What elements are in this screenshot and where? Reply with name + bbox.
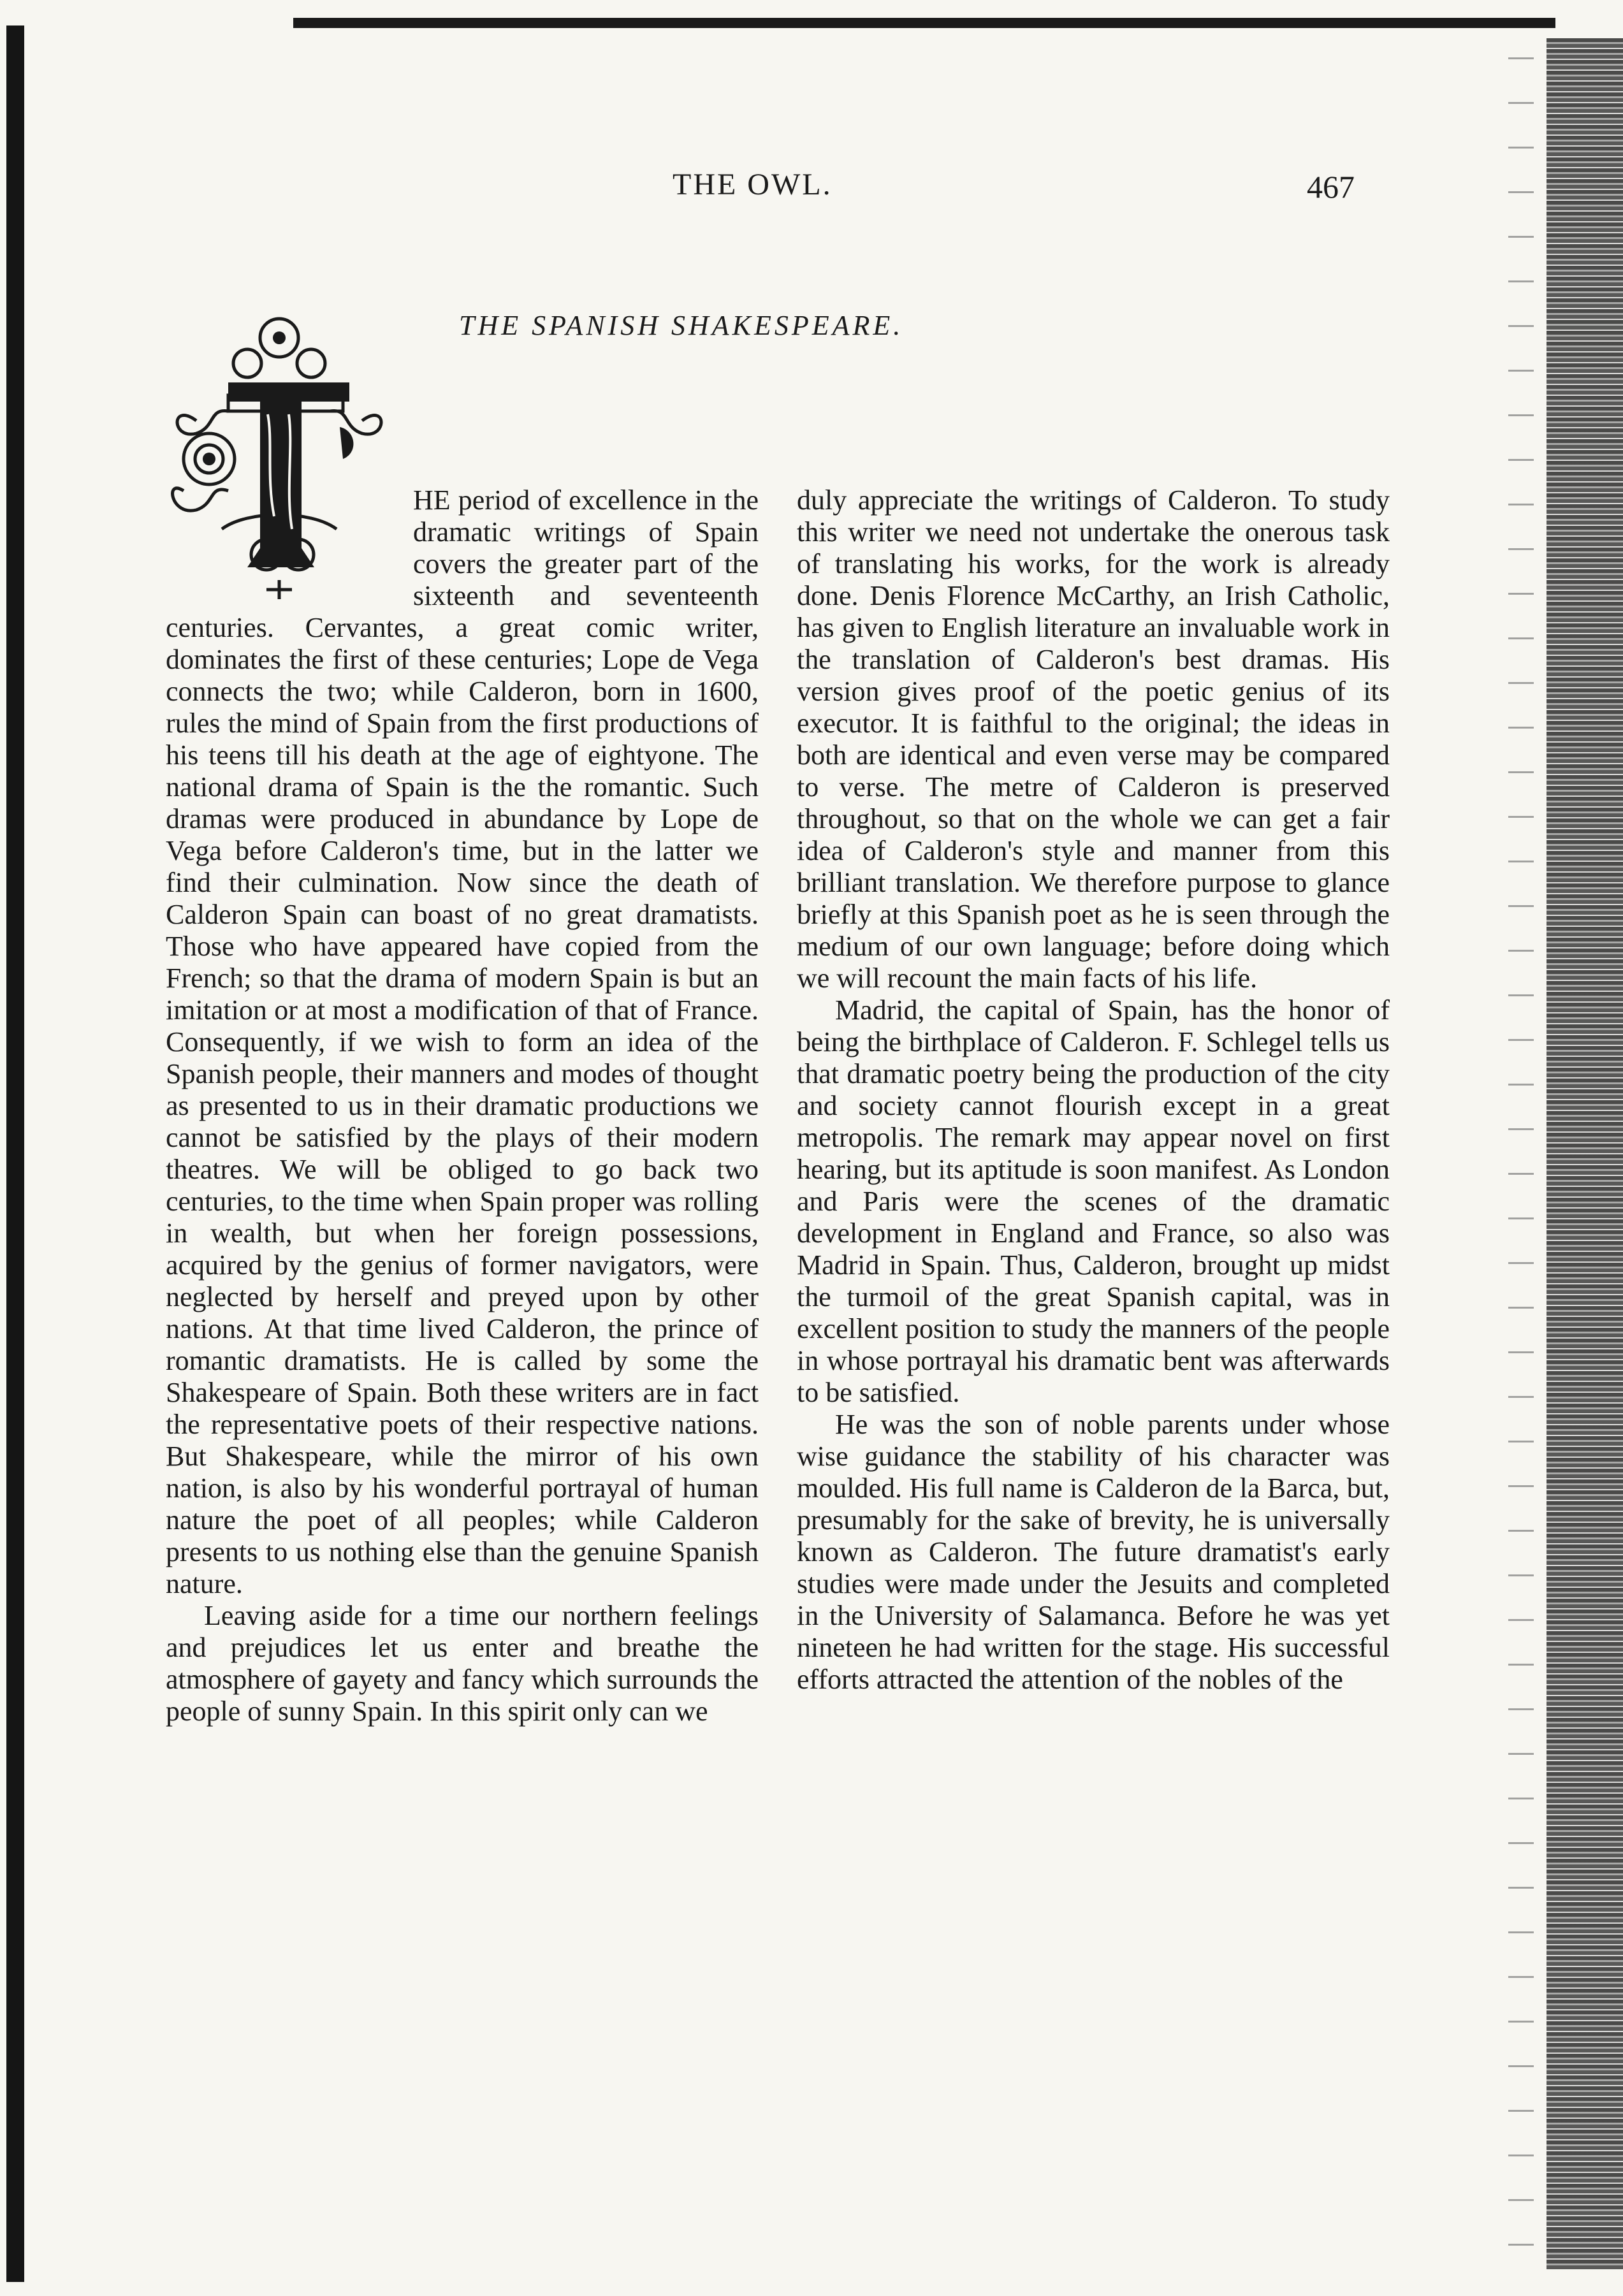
running-head — [0, 167, 1623, 218]
article-title: THE SPANISH SHAKESPEARE. — [459, 310, 904, 341]
paragraph: duly appreciate the writings of Calderon. To study this writer we need not undertake the onerous task of translating his works, for the work is already done. Denis Florence McCarthy, an Irish Catholic, has given to English literature an invaluable work in the translation of Calderon's best dramas. His version gives proof of the poetic genius of its executor. It is faithful to the original; the ideas in both are identical and even verse may be compared to verse. The metre of Calderon is preserved throughout, so that on the whole we can get a fair idea of Calderon's style and manner from this brilliant translation. We therefore purpose to glance briefly at this Spanish poet as he is seen through the medium of our own language; before doing which we will recount the main facts of his life. — [797, 484, 1390, 994]
paragraph: Madrid, the capital of Spain, has the honor of being the birthplace of Calderon. F. Schlegel tells us that dramatic poetry being the production of the city and society cannot flourish except in a great metropolis. The remark may appear novel on first hearing, but its aptitude is soon manifest. As London and Paris were the scenes of the dramatic development in England and France, so also was Madrid in Spain. Thus, Calderon, brought up midst the turmoil of the great Spanish capital, was in excellent position to study the manners of the people in whose portrayal his dramatic bent was afterwards to be satisfied. — [797, 994, 1390, 1408]
scan-border-right — [1547, 38, 1623, 2269]
paragraph: HE period of excellence in the dramatic writings of Spain covers the greater part of the sixteenth and seventeenth centuries. Cervantes, a great comic writer, dominates the first of these centuries; Lope de Vega connects the two; while Calderon, born in 1600, rules the mind of Spain from the first productions of his teens till his death at the age of eightyone. The national drama of Spain is the the romantic. Such dramas were produced in abundance by Lope de Vega before Calderon's time, but in the latter we find their culmination. Now since the death of Calderon Spain can boast of no great dramatists. Those who have appeared have copied from the French; so that the drama of modern Spain is but an imitation or at most a modification of that of France. Consequently, if we wish to form an idea of the Spanish people, their manners and modes of thought as presented to us in their dramatic productions we cannot be satisfied by the plays of their modern theatres. We will be obliged to go back two centuries, to the time when Spain proper was rolling in wealth, but when her foreign possessions, acquired by the genius of former navigators, were neglected by herself and preyed upon by other nations. At that time lived Calderon, the prince of romantic dramatists. He is called by some the Shakespeare of Spain. Both these writers are in fact the representative poets of their respective nations. But Shakespeare, while the mirror of his own nation, is also by his wonderful portrayal of human nature the poet of all peoples; while Calderon presents to us nothing else than the genuine Spanish nature. — [166, 484, 759, 1599]
right-column — [797, 484, 1390, 1696]
page-number: 467 — [1307, 169, 1355, 205]
left-column — [166, 484, 759, 1727]
ornament-icon — [158, 300, 400, 606]
scan-border-left — [6, 25, 24, 2282]
paragraph: He was the son of noble parents under whose wise guidance the stability of his character was moulded. His full name is Calderon de la Barca, but, presumably for the sake of brevity, he is universally known as Calderon. The future dramatist's early studies were made under the Jesuits and completed in the University of Salamanca. Before he was yet nineteen he had written for the stage. His successful efforts attracted the attention of the nobles of the — [797, 1409, 1390, 1695]
scan-noise-right — [1508, 38, 1534, 2269]
scan-border-top — [293, 18, 1555, 28]
journal-title: THE OWL. — [673, 168, 833, 201]
ornamental-drop-cap — [158, 382, 400, 593]
paragraph: Leaving aside for a time our northern feelings and prejudices let us enter and breathe the atmosphere of gayety and fancy which surrounds the people of sunny Spain. In this spirit only can we — [166, 1600, 759, 1727]
